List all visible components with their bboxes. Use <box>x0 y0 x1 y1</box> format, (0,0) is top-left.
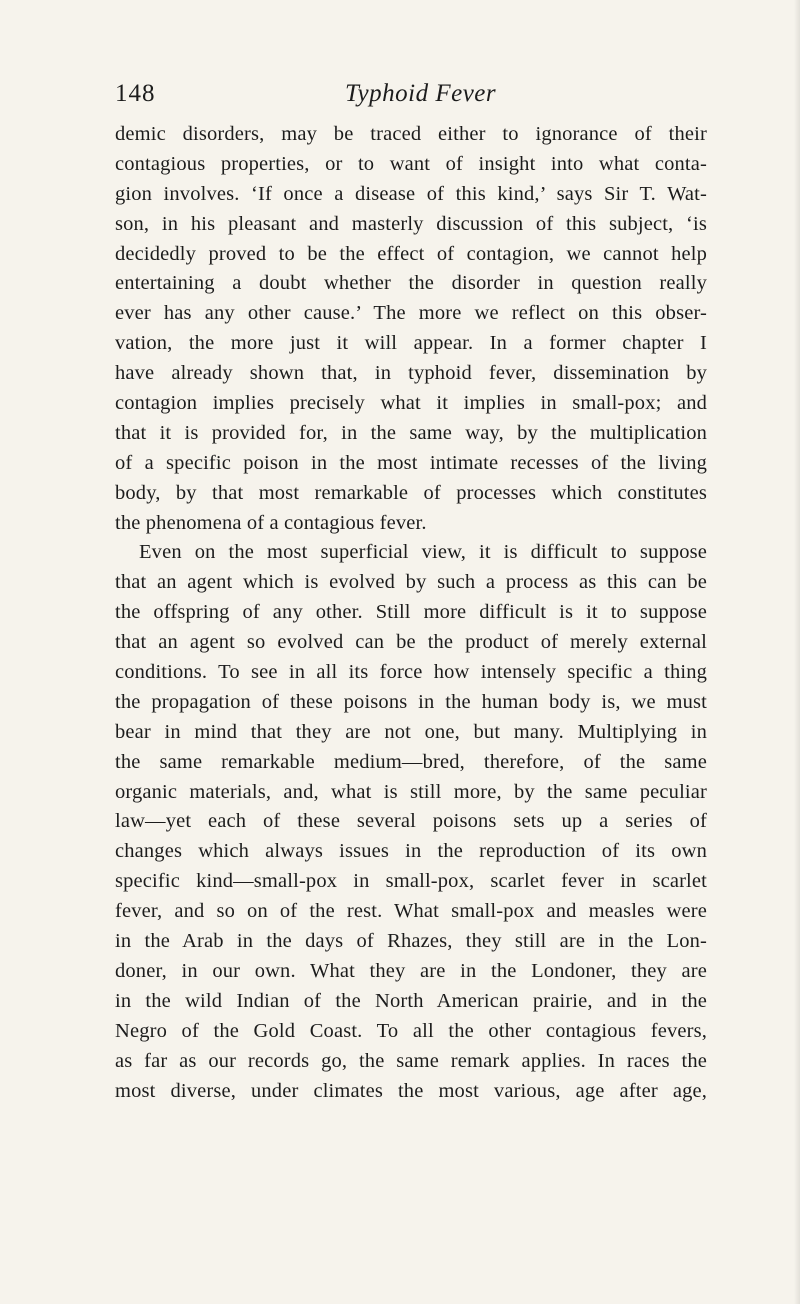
text-line: demic disorders, may be traced either to ignorance of their <box>115 123 707 145</box>
page-edge-shadow <box>794 0 800 1304</box>
text-line: have already shown that, in typhoid fever, dissemination by <box>115 362 707 385</box>
paragraph-2 <box>115 538 707 1106</box>
text-line: that it is provided for, in the same way, by the multiplication <box>115 421 707 444</box>
text-line: organic materials, and, what is still more, by the same peculiar <box>115 780 707 803</box>
text-line: changes which always issues in the reproduction of its own <box>115 840 707 863</box>
text-line: bear in mind that they are not one, but many. Multiplying in <box>115 720 707 743</box>
text-line: specific kind—small-pox in small-pox, scarlet fever in scarlet <box>115 870 707 893</box>
text-line: that an agent so evolved can be the product of merely external <box>115 631 707 654</box>
text-line: most diverse, under climates the most various, age after age, <box>115 1079 707 1102</box>
book-page <box>115 80 707 1106</box>
text-line: in the Arab in the days of Rhazes, they still are in the Lon- <box>115 930 707 953</box>
text-line: gion involves. ‘If once a disease of this kind,’ says Sir T. Wat- <box>115 182 707 205</box>
text-line: decidedly proved to be the effect of contagion, we cannot help <box>115 242 707 265</box>
text-line: body, by that most remarkable of processes which constitutes <box>115 481 707 504</box>
text-line: the offspring of any other. Still more difficult is it to suppose <box>115 601 707 624</box>
text-line: doner, in our own. What they are in the Londoner, they are <box>115 959 707 982</box>
text-line: contagion implies precisely what it implies in small-pox; and <box>115 392 707 415</box>
text-line: Negro of the Gold Coast. To all the other contagious fevers, <box>115 1019 707 1042</box>
text-line: the propagation of these poisons in the human body is, we must <box>115 690 707 713</box>
text-line: Even on the most superficial view, it is difficult to suppose <box>139 541 707 564</box>
text-line: that an agent which is evolved by such a process as this can be <box>115 571 707 594</box>
text-line: ever has any other cause.’ The more we reflect on this obser- <box>115 302 707 325</box>
text-line: the same remarkable medium—bred, therefore, of the same <box>115 750 707 773</box>
text-line: law—yet each of these several poisons sets up a series of <box>115 810 707 833</box>
running-title: Typhoid Fever <box>345 80 497 107</box>
text-line: of a specific poison in the most intimate recesses of the living <box>115 451 707 474</box>
text-line: the phenomena of a contagious fever. <box>115 511 427 534</box>
text-line: in the wild Indian of the North American prairie, and in the <box>115 989 707 1012</box>
text-line: as far as our records go, the same remark applies. In races the <box>115 1049 707 1072</box>
paragraph-1 <box>115 120 707 538</box>
running-head <box>115 80 707 120</box>
page-number: 148 <box>115 80 156 107</box>
text-line: contagious properties, or to want of insight into what conta- <box>115 152 707 175</box>
text-line: vation, the more just it will appear. In a former chapter I <box>115 332 707 355</box>
text-line: son, in his pleasant and masterly discussion of this subject, ‘is <box>115 212 707 235</box>
text-line: entertaining a doubt whether the disorder in question really <box>115 272 707 295</box>
text-line: fever, and so on of the rest. What small-pox and measles were <box>115 900 707 923</box>
text-line: conditions. To see in all its force how intensely specific a thing <box>115 661 707 684</box>
